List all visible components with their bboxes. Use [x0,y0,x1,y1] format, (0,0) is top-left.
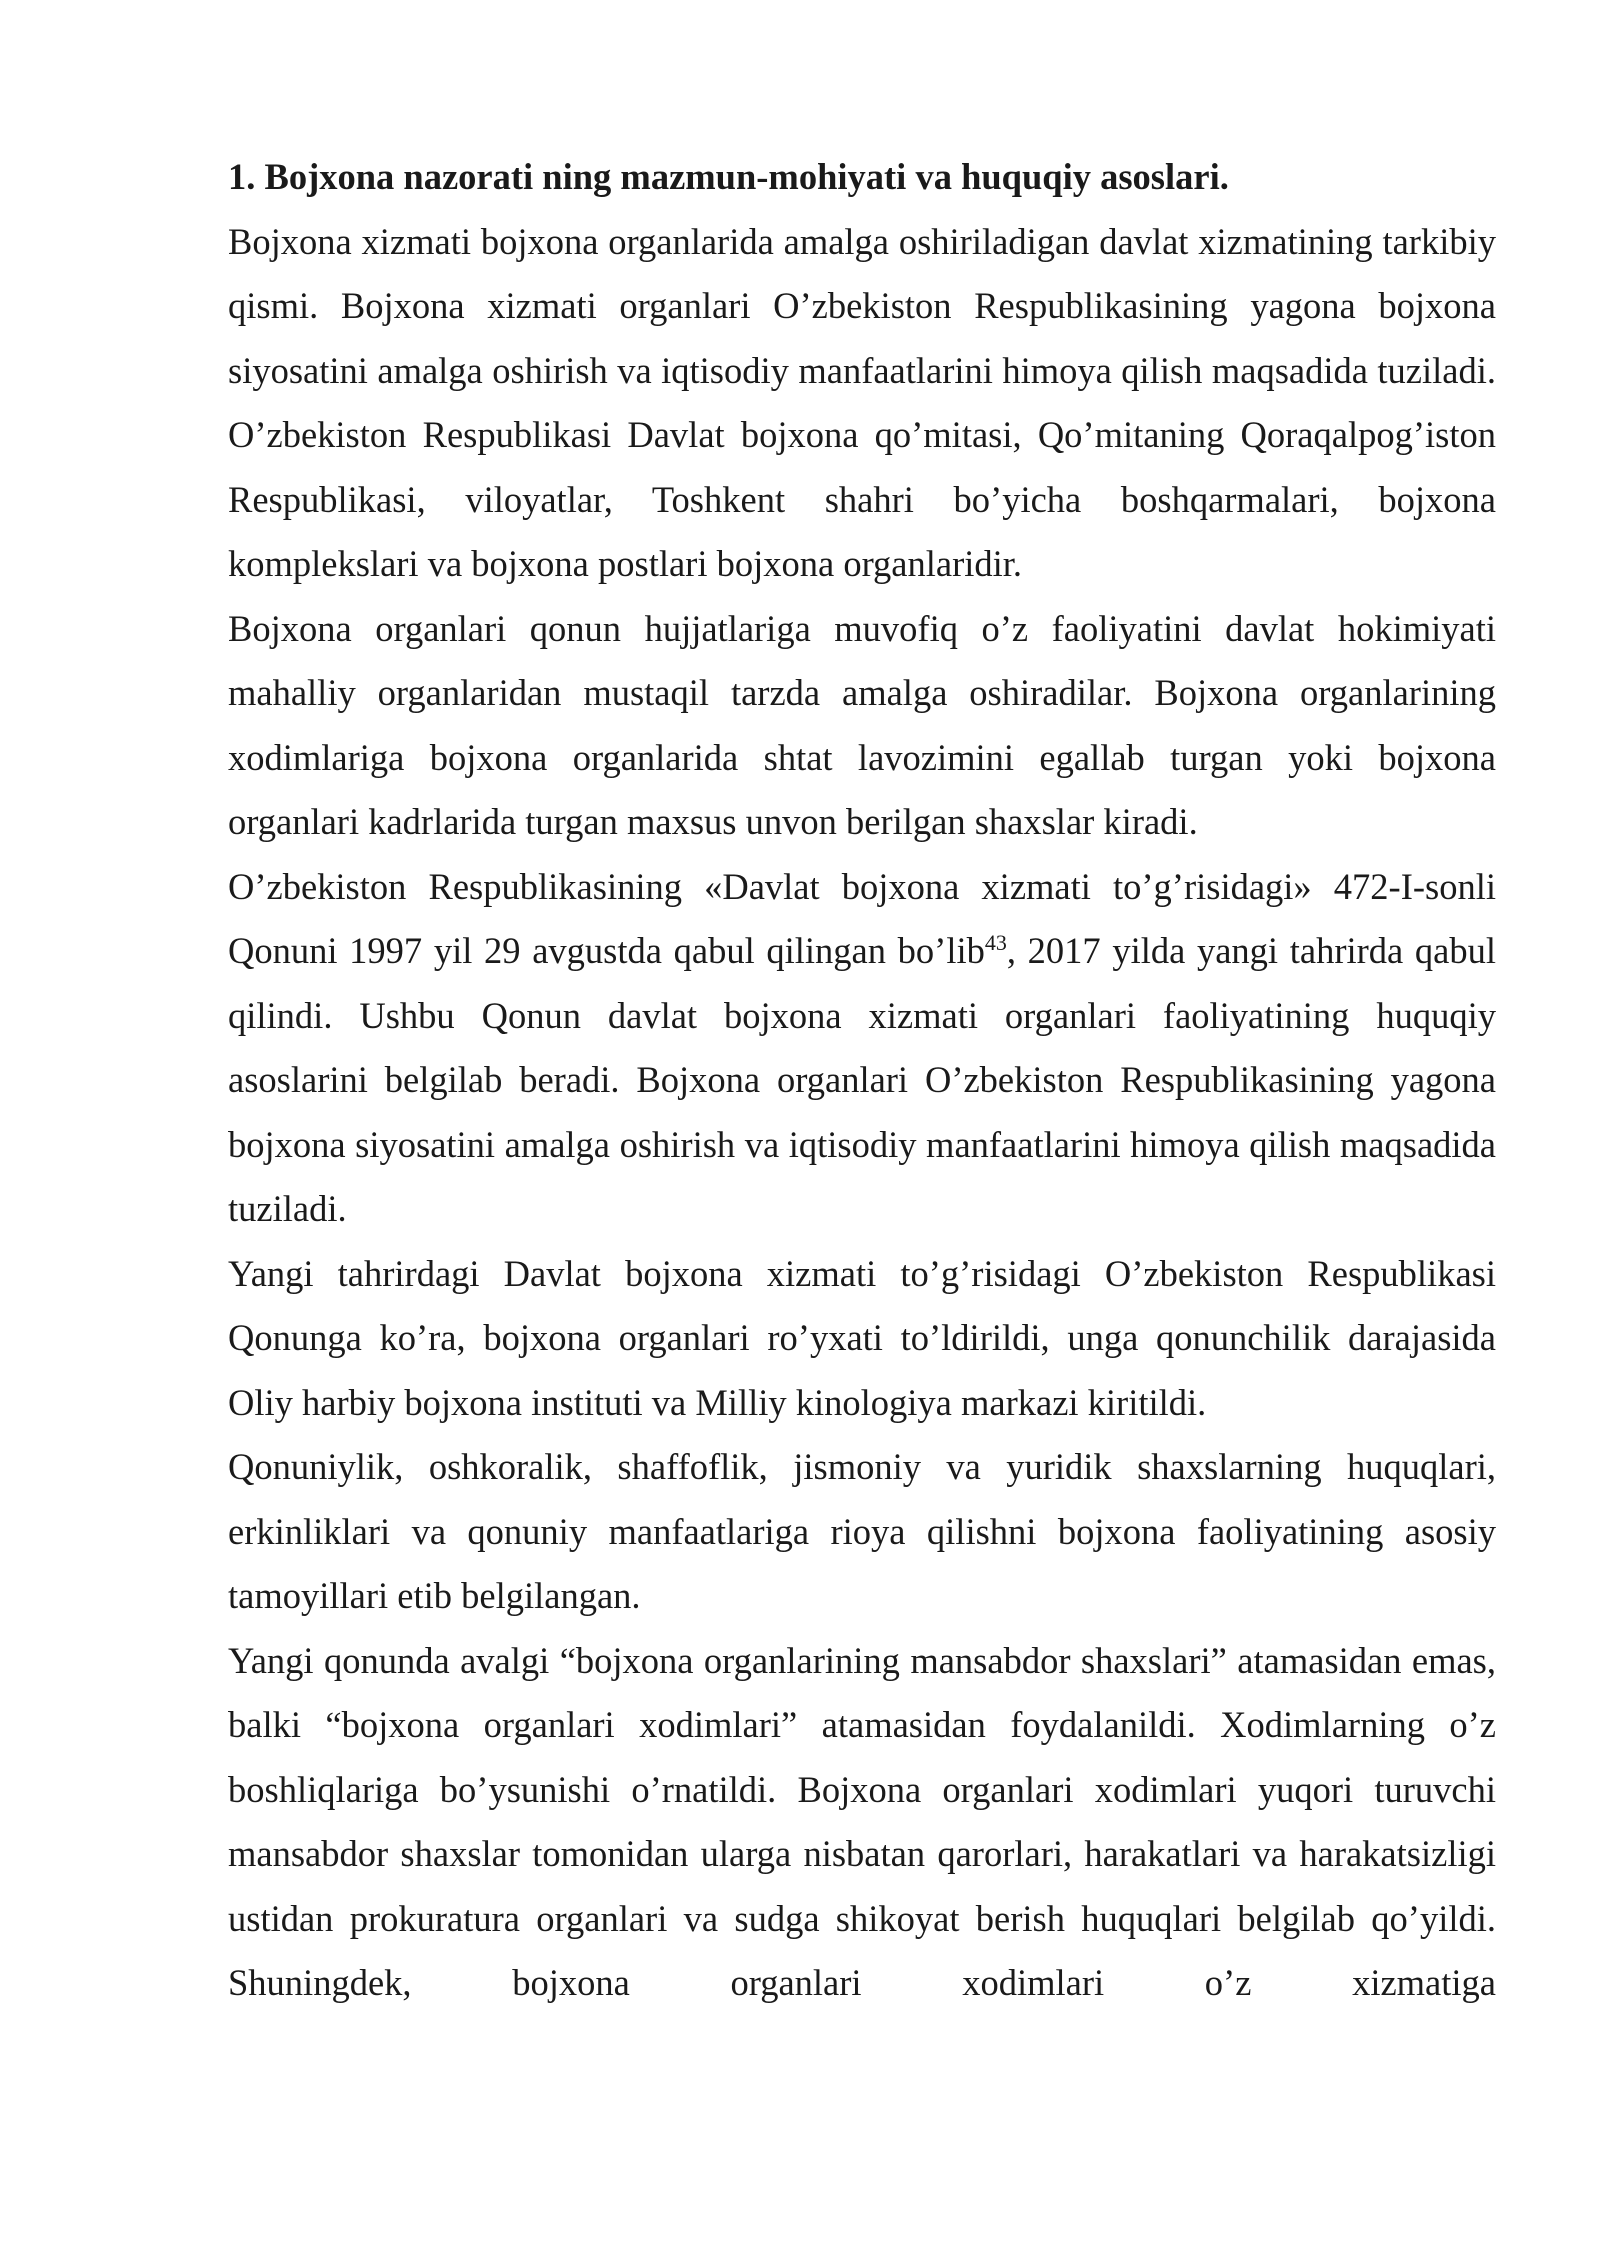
paragraph-3-text-before: O’zbekiston Respublikasining «Davlat bojxona xizmati to’g’risidagi» 472-I-sonli Qonuni 1997 yil 29 avgustda qabul qilingan bo’lib [228,865,1496,971]
paragraph-3 [228,855,1496,1242]
section-heading: 1. Bojxona nazorati ning mazmun-mohiyati va huquqiy asoslari. [228,156,1229,197]
footnote-marker: 43 [984,929,1007,955]
paragraph-3-text-after: , 2017 yilda yangi tahrirda qabul qilindi. Ushbu Qonun davlat bojxona xizmati organlari faoliyatining huquqiy asoslarini belgilab beradi. Bojxona organlari O’zbekiston Respublikasining yagona bojxona siyosatini amalga oshirish va iqtisodiy manfaatlarini himoya qilish maqsadida tuziladi. [228,930,1496,1229]
paragraph-1: Bojxona xizmati bojxona organlarida amalga oshiriladigan davlat xizmatining tarkibiy qismi. Bojxona xizmati organlari O’zbekiston Respublikasining yagona bojxona siyosatini amalga oshirish va iqtisodiy manfaatlarini himoya qilish maqsadida tuziladi. O’zbekiston Respublikasi Davlat bojxona qo’mitasi, Qo’mitaning Qoraqalpog’iston Respublikasi, viloyatlar, Toshkent shahri bo’yicha boshqarmalari, bojxona komplekslari va bojxona postlari bojxona organlaridir. [228,220,1496,584]
paragraph-5: Qonuniylik, oshkoralik, shaffoflik, jismoniy va yuridik shaxslarning huquqlari, erkinliklari va qonuniy manfaatlariga rioya qilishni bojxona faoliyatining asosiy tamoyillari etib belgilangan. [228,1446,1496,1616]
document-page [228,145,1496,2016]
paragraph-4: Yangi tahrirdagi Davlat bojxona xizmati to’g’risidagi O’zbekiston Respublikasi Qonunga ko’ra, bojxona organlari ro’yxati to’ldirildi, unga qonunchilik darajasida Oliy harbiy bojxona instituti va Milliy kinologiya markazi kiritildi. [228,1252,1496,1423]
paragraph-6: Yangi qonunda avalgi “bojxona organlarining mansabdor shaxslari” atamasidan emas, balki “bojxona organlari xodimlari” atamasidan foydalanildi. Xodimlarning o’z boshliqlariga bo’ysunishi o’rnatildi. Bojxona organlari xodimlari yuqori turuvchi mansabdor shaxslar tomonidan ularga nisbatan qarorlari, harakatlari va harakatsizligi ustidan prokuratura organlari va sudga shikoyat berish huquqlari belgilab qo’yildi. Shuningdek, bojxona organlari xodimlari o’z xizmatiga [228,1639,1496,2003]
paragraph-2: Bojxona organlari qonun hujjatlariga muvofiq o’z faoliyatini davlat hokimiyati mahalliy organlaridan mustaqil tarzda amalga oshiradilar. Bojxona organlarining xodimlariga bojxona organlarida shtat lavozimini egallab turgan yoki bojxona organlari kadrlarida turgan maxsus unvon berilgan shaxslar kiradi. [228,607,1496,842]
